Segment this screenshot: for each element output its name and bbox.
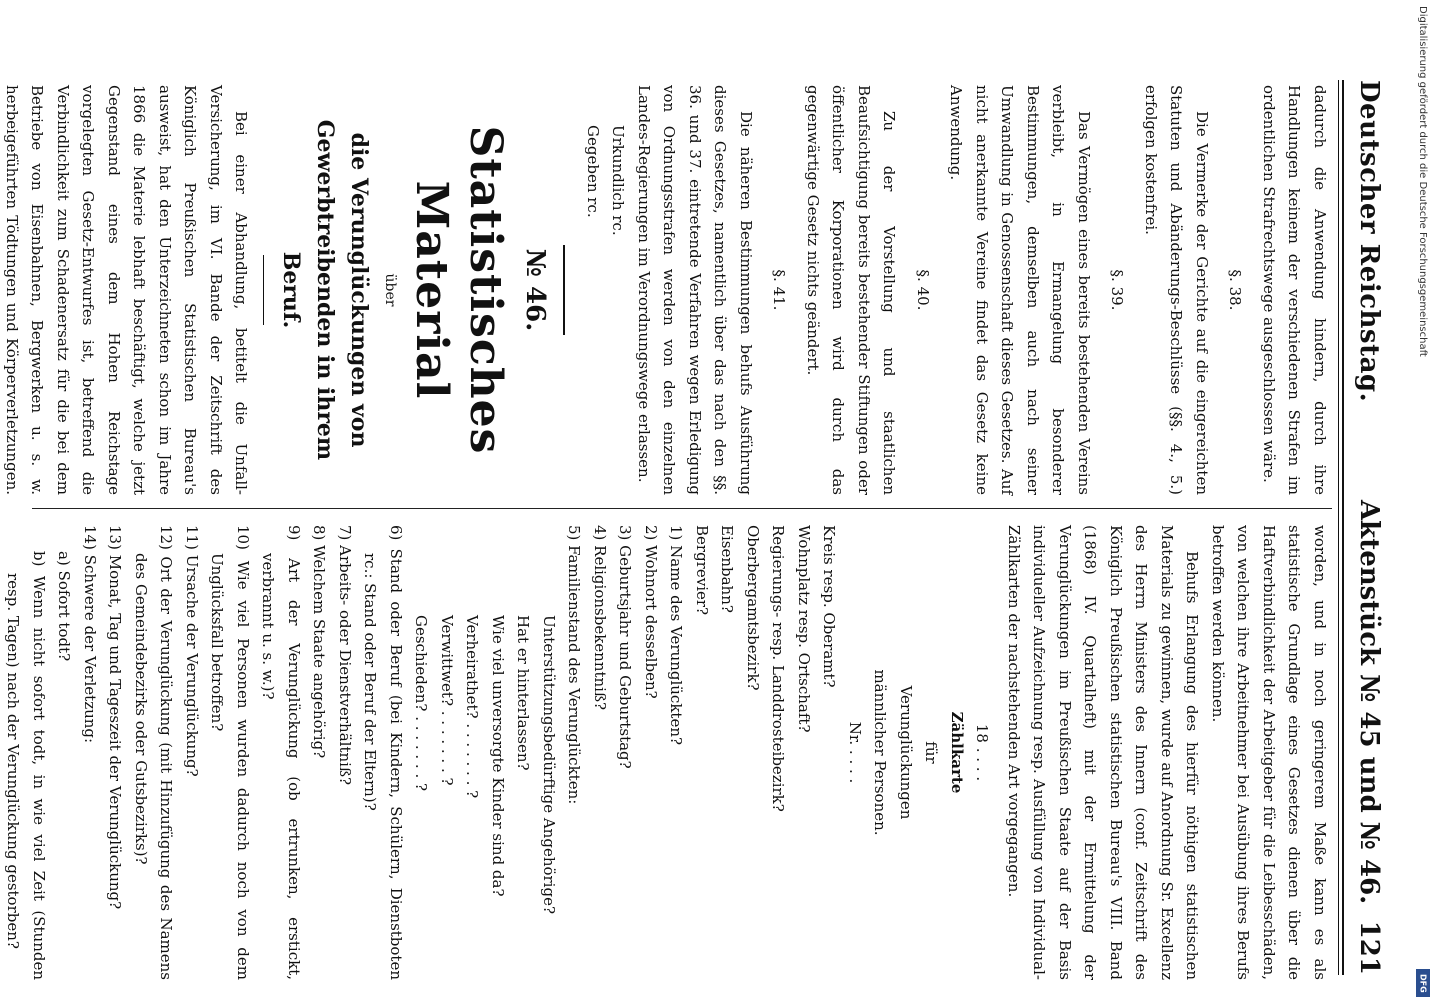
card-field: Oberbergamtsbezirk? xyxy=(744,525,762,691)
left-column xyxy=(0,85,1332,495)
paragraph: Bei einer Abhandlung, betitelt die Unfall-Versicherung, im VI. Bande der Zeitschrift des Königlich Preußischen Statistischen Bureau's ausweist, hat den Unterzeichneten schon im Jahre 1866 die Materie lebhaft beschäftigt, welche jetzt Gegenstand eines dem Hohen Reichstage vorgelegten Gesetz-Entwurfes ist, betreffend die Verbindlichkeit zum Schadenersatz für die bei dem Betriebe von Eisenbahnen, Bergwerken u. s. w. herbeigeführten Tödtungen und Körperverletzungen. xyxy=(3,85,251,495)
card-field: Wohnplatz resp. Ortschaft? xyxy=(795,525,813,733)
card-title: männlicher Personen. xyxy=(871,669,890,836)
paragraph: Das Vermögen eines bereits bestehenden Vereins verbleibt, in Ermangelung besonderer Bestimmungen, demselben auch nach seiner Umwandlung in Genossenschaft dieses Gesetzes. Auf nicht anerkannte Vereine findet das Gesetz keine Anwendung. xyxy=(947,85,1093,495)
question-subitem: Verheirathet? . . . . . . . ? xyxy=(463,615,482,799)
document-number: № 46. xyxy=(520,248,551,332)
card-field: Bergrevier? xyxy=(693,525,711,616)
question-item: 6) Stand oder Beruf (bei Kindern, Schülern, Dienstboten rc.: Stand oder Beruf der Eltern)? xyxy=(361,525,405,980)
paragraph: dadurch die Anwendung hindern, durch ihre Handlungen keinem der verschiedenen Strafen im ordentlichen Strafrechtswege ausgeschlossen wäre. xyxy=(1260,85,1329,495)
question-subitem: Unterstützungsbedürftige Angehörige? xyxy=(540,615,558,915)
dfg-logo: DFG xyxy=(1416,969,1430,997)
column-separator xyxy=(32,508,1332,509)
question-item: 11) Ursache der Verunglückung? xyxy=(183,525,201,777)
question-item: 8) Welchem Staate angehörig? xyxy=(310,525,329,759)
question-item: 12) Ort der Verunglückung (mit Hinzufügung des Namens des Gemeindebezirks oder Gutsbezirks)? xyxy=(132,525,176,980)
question-item: 2) Wohnort desselben? xyxy=(642,525,660,699)
header-middle: Aktenstück № 45 und № 46. xyxy=(1354,500,1384,905)
question-item: 7) Arbeits- oder Dienstverhältniß? xyxy=(336,525,354,786)
signature-line: Gegeben rc. xyxy=(584,125,602,218)
section-heading: §. 41. xyxy=(770,269,789,311)
signature-line: Urkundlich rc. xyxy=(609,125,628,236)
question-item: 10) Wie viel Personen wurden dadurch noch von dem Unglücksfall betroffen? xyxy=(208,525,252,980)
card-field: Eisenbahn? xyxy=(718,525,737,613)
card-no: Nr. . . . . xyxy=(846,721,864,784)
question-subitem: a) Sofort todt? xyxy=(55,551,74,662)
page-header xyxy=(1344,80,1384,975)
divider xyxy=(264,255,265,325)
card-number: 18 . . . . xyxy=(973,723,992,782)
paragraph: Zu der Vorstellung und staatlichen Beaufsichtigung bereits bestehender Stiftungen oder öffentlicher Korporationen wird durch das gegenwärtige Gesetz nichts geändert. xyxy=(804,85,899,495)
question-item: 9) Art der Verunglückung (ob ertrunken, erstickt, verbrannt u. s. w.)? xyxy=(259,525,303,980)
card-field: Regierungs- resp. Landdrosteibezirk? xyxy=(769,525,788,812)
paragraph: Behufs Erlangung des hierfür nöthigen statistischen Materials zu gewinnen, wurde auf Anordnung Sr. Excellenz des Herrn Ministers des Innern (conf. Zeitschrift des Königlich Preußischen statistischen Bureau's VIII. Band (1868) IV. Quartalheft) mit der Ermittelung der Verunglückungen im Preußischen Staate auf der Basis individueller Aufzeichnung resp. Ausfüllung von Individual-Zählkarten der nachstehenden Art vorgegangen. xyxy=(1005,525,1202,980)
paragraph: Die Vermerke der Gerichte auf die eingereichten Statuten und Abänderungs-Beschlüsse (§§. 4., 5.) erfolgen kostenfrei. xyxy=(1142,85,1211,495)
question-item: 13) Monat, Tag und Tageszeit der Verunglückung? xyxy=(106,525,125,910)
header-left: Deutscher Reichstag. xyxy=(1354,80,1384,403)
right-column xyxy=(0,525,1332,980)
section-heading: §. 40. xyxy=(914,269,932,311)
document-title: Statistisches Material xyxy=(406,125,511,455)
digitization-caption: Digitalisierung gefördert durch die Deutsche Forschungsgemeinschaft xyxy=(1417,6,1428,357)
section-heading: §. 39. xyxy=(1108,269,1127,311)
question-item: 4) Religionsbekenntniß? xyxy=(591,525,609,711)
header-page-number: 121 xyxy=(1354,920,1384,975)
question-item: 1) Name des Verunglückten? xyxy=(667,525,686,746)
header-rule xyxy=(1342,80,1344,975)
question-subitem: Verwittwet? . . . . . . . ? xyxy=(438,615,456,786)
divider xyxy=(564,245,566,335)
section-heading: §. 38. xyxy=(1226,269,1245,311)
document-subtitle: die Verunglückungen von Gewerbtreibenden in ihrem Beruf. xyxy=(278,119,373,461)
question-item: 5) Familienstand des Verunglückten: xyxy=(565,525,584,805)
card-title: für xyxy=(922,741,941,764)
header-rule-thin xyxy=(1338,80,1339,975)
card-title: Verunglückungen xyxy=(897,685,915,820)
paragraph: Die näheren Bestimmungen behufs Ausführung dieses Gesetzes, namentlich über das nach den §§. 36. und 37. eintretende Verfahren wegen Erledigung von Ordnungsstrafen werden von den einzelnen Landes-Regierungen im Verordnungswege erlassen. xyxy=(635,85,755,495)
question-subitem: Wie viel unversorgte Kinder sind da? xyxy=(489,615,507,897)
question-item: 14) Schwere der Verletzung: xyxy=(81,525,99,744)
title-connector: über xyxy=(382,273,398,307)
paragraph: worden, und in noch geringerem Maße kann es als statistische Grundlage eines Gesetzes dienen über die Haftverbindlichkeit der Arbeitgeber für die Leibesschäden, von welchen ihre Arbeitnehmer bei Ausübung ihres Berufs betroffen werden können. xyxy=(1209,525,1329,980)
card-title: Zählkarte xyxy=(948,711,966,794)
question-subitem: Geschieden? . . . . . . . ? xyxy=(412,615,431,792)
question-subitem: Hat er hinterlassen? xyxy=(514,615,533,771)
question-item: 3) Geburtsjahr und Geburtstag? xyxy=(616,525,635,769)
question-subitem: b) Wenn nicht sofort todt, in wie viel Zeit (Stunden resp. Tagen) nach der Verunglückung gestorben? xyxy=(4,551,48,980)
card-field: Kreis resp. Oberamt? xyxy=(820,525,839,688)
